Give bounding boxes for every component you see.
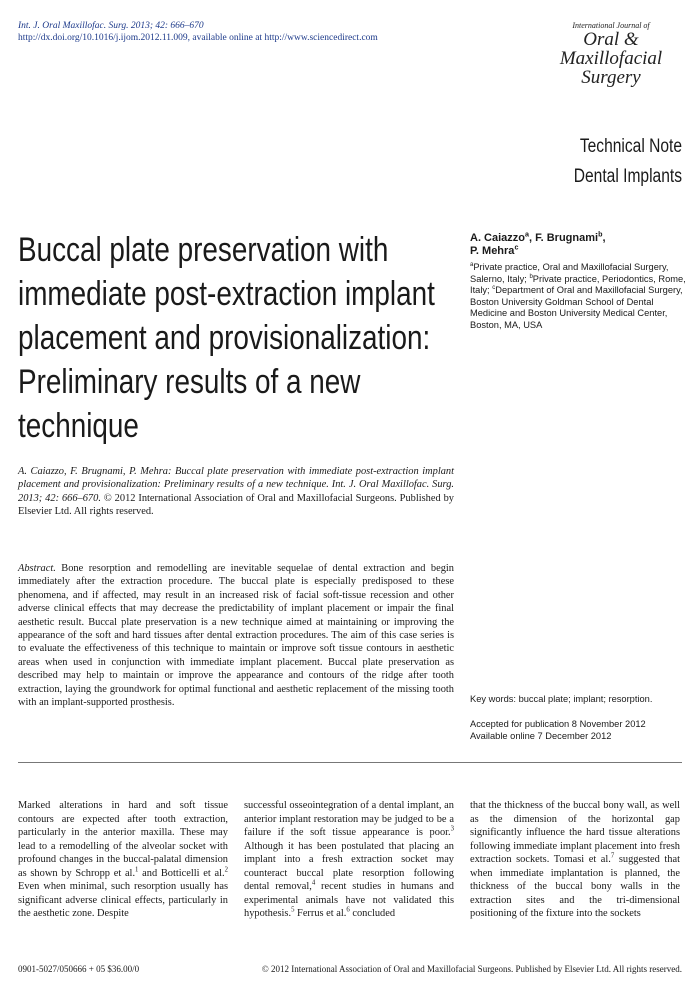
body-text: successful osseointegration of a dental implant, an anterior implant restoration may be judged to be a failure if the soft tissue appearance is poor. — [244, 800, 454, 838]
accepted-date: Accepted for publication 8 November 2012 — [470, 719, 646, 729]
article-title: Buccal plate preservation with immediate post-extraction implant placement and provisionalization: Preliminary results of a new technique — [18, 231, 435, 445]
reference-link[interactable]: 5 — [291, 906, 295, 914]
body-text: Ferrus et al. — [294, 908, 347, 919]
reference-link[interactable]: 6 — [346, 906, 350, 914]
body-text: Although it has been postulated that placing an implant into a fresh extraction socket may counteract buccal plate resorption following dental removal, — [244, 840, 454, 892]
logo-line-3: Maxillofacial — [559, 48, 663, 69]
keywords: Key words: buccal plate; implant; resorption. — [470, 694, 653, 704]
affiliations — [470, 262, 686, 332]
body-column-3 — [470, 799, 680, 921]
abstract-text: Bone resorption and remodelling are inevitable sequelae of dental extraction and begin immediately after the extraction procedure. The buccal plate is especially predisposed to these phenomena, and if affected, may result in an increased risk of facial soft-tissue recession and other adverse clinical effects that may decrease the predictability of implant placement or impair the final aesthetic result. Buccal plate preservation is a new technique aimed at maintaining or improving the appearance of the soft and hard tissues after dental extraction procedures. The aim of this case series is to evaluate the effectiveness of this technique to maintain or improve soft tissue contours in aesthetic areas when used in conjunction with immediate implant placement. Buccal plate preservation as described may help to maintain or improve the appearance and contours of the ridge after tooth extraction, laying the groundwork for optimal functional and aesthetic replacement of the missing tooth with an implant-supported prosthesis. — [18, 563, 454, 709]
affil-text: Department of Oral and Maxillofacial Surgery, Boston University Goldman School of Dental Medicine and Boston University Medical Center, Boston, MA, USA — [470, 285, 683, 330]
author-sup: a — [525, 230, 529, 239]
author-name: A. Caiazzo — [470, 232, 526, 244]
citation-italic: A. Caiazzo, F. Brugnami, P. Mehra: Buccal plate preservation with immediate post-extraction implant placement and provisionalization: Preliminary results of a new technique. Int. J. Oral Maxillofac. Surg. 2013; 42: 666–670. — [18, 466, 454, 504]
logo-line-2: Oral & — [583, 29, 639, 50]
affil-sup: b — [529, 273, 533, 280]
body-text: that the thickness of the buccal bony wall, as well as the dimension of the horizontal gap significantly influence the hard tissue alterations following immediate implant placement into fresh extraction sockets. Tomasi et al. — [470, 800, 680, 865]
citation-roman: © 2012 International Association of Oral and Maxillofacial Surgeons. Published by Elsevier Ltd. All rights reserved. — [18, 492, 454, 518]
body-text: Even when minimal, such resorption usually has significant adverse clinical effects, particularly in the aesthetic zone. Despite — [18, 881, 228, 919]
page-footer — [18, 963, 682, 975]
abstract-label: Abstract. — [18, 563, 56, 574]
author-separator: , — [602, 232, 606, 244]
body-text: concluded — [349, 908, 396, 919]
author-sup: b — [598, 230, 603, 239]
author-sup: c — [514, 243, 519, 252]
article-type-section: Dental Implants — [573, 166, 682, 187]
abstract — [18, 562, 454, 709]
reference-link[interactable]: 7 — [610, 852, 615, 860]
article-type-note: Technical Note — [579, 136, 682, 157]
author-name: P. Mehra — [470, 245, 515, 257]
issn-price: 0901-5027/050666 + 05 $36.00/0 — [18, 964, 140, 974]
logo-line-1: International Journal of — [572, 21, 650, 30]
body-text: and Botticelli et al. — [138, 867, 225, 879]
reference-link[interactable]: 2 — [224, 866, 228, 874]
divider — [18, 762, 682, 763]
journal-logo — [556, 22, 666, 87]
body-text: Marked alterations in hard and soft tissue contours are expected after tooth extraction, particularly in the anterior maxilla. These may lead to a remodelling of the alveolar socket with profound changes in the buccal-palatal dimension as shown by Schropp et al. — [18, 800, 228, 879]
body-column-1 — [18, 799, 228, 921]
reference-link[interactable]: 4 — [311, 879, 316, 887]
journal-citation: Int. J. Oral Maxillofac. Surg. 2013; 42: 666–670 — [18, 21, 204, 31]
affil-sup: c — [492, 285, 496, 292]
publication-dates — [470, 719, 686, 742]
author-list — [470, 232, 686, 258]
article-type — [574, 132, 682, 192]
body-text: recent studies in humans and experimental animals have not validated this hypothesis. — [244, 881, 454, 919]
online-date: Available online 7 December 2012 — [470, 730, 612, 741]
copyright: © 2012 International Association of Oral and Maxillofacial Surgeons. Published by Elsevier Ltd. All rights reserved. — [261, 964, 682, 974]
how-to-cite — [18, 465, 454, 519]
body-text: suggested that when immediate implantation is planned, the thickness of the buccal bony walls in the extraction sites and the tri-dimensional positioning of the fixture into the sockets — [470, 854, 681, 919]
doi-link[interactable]: http://dx.doi.org/10.1016/j.ijom.2012.11.009, available online at http://www.sciencedirect.com — [18, 33, 378, 43]
body-column-2 — [244, 799, 454, 921]
journal-header — [18, 20, 378, 44]
logo-line-4: Surgery — [581, 67, 641, 88]
reference-link[interactable]: 1 — [135, 866, 139, 874]
affil-text: Private practice, Oral and Maxillofacial Surgery, Salerno, Italy; — [470, 262, 669, 284]
affil-sup: a — [470, 261, 474, 268]
author-name: , F. Brugnami — [529, 232, 599, 244]
reference-link[interactable]: 3 — [450, 825, 454, 833]
affil-text: Private practice, Periodontics, Rome, Italy; — [470, 273, 686, 296]
